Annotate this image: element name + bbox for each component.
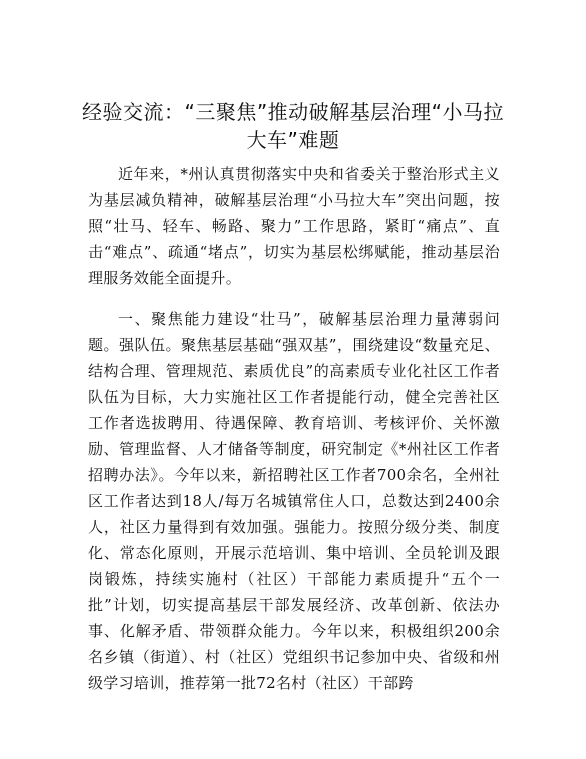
paragraph-intro (88, 161, 500, 291)
paragraph-section-one (88, 306, 500, 696)
paragraph-text: 一、聚焦能力建设“壮马”，破解基层治理力量薄弱问题。强队伍。聚焦基层基础“强双基”，围绕建设“数量充足、结构合理、管理规范、素质优良”的高素质专业化社区工作者队伍为目标，大力实施社区工作者提能行动，健全完善社区工作者选拔聘用、待遇保障、教育培训、考核评价、关怀激励、管理监督、人才储备等制度，研究制定《*州社区工作者招聘办法》。今年以来，新招聘社区工作者700余名，全州社区工作者达到18人/每万名城镇常住人口，总数达到2400余人，社区力量得到有效加强。强能力。按照分级分类、制度化、常态化原则，开展示范培训、集中培训、全员轮训及跟岗锻炼，持续实施村（社区）干部能力素质提升“五个一批”计划，切实提高基层干部发展经济、改革创新、依法办事、化解矛盾、带领群众能力。今年以来，积极组织200余名乡镇（街道）、村（社区）党组织书记参加中央、省级和州级学习培训，推荐第一批72名村（社区）干部跨 (88, 310, 500, 692)
paragraph-text: 近年来，*州认真贯彻落实中央和省委关于整治形式主义为基层减负精神，破解基层治理“小马拉大车”突出问题，按照“壮马、轻车、畅路、聚力”工作思路，紧盯“痛点”、直击“难点”、疏通“堵点”，切实为基层松绑赋能，推动基层治理服务效能全面提升。 (88, 165, 500, 287)
document-title: 经验交流：“三聚焦”推动破解基层治理“小马拉大车”难题 (81, 100, 505, 152)
